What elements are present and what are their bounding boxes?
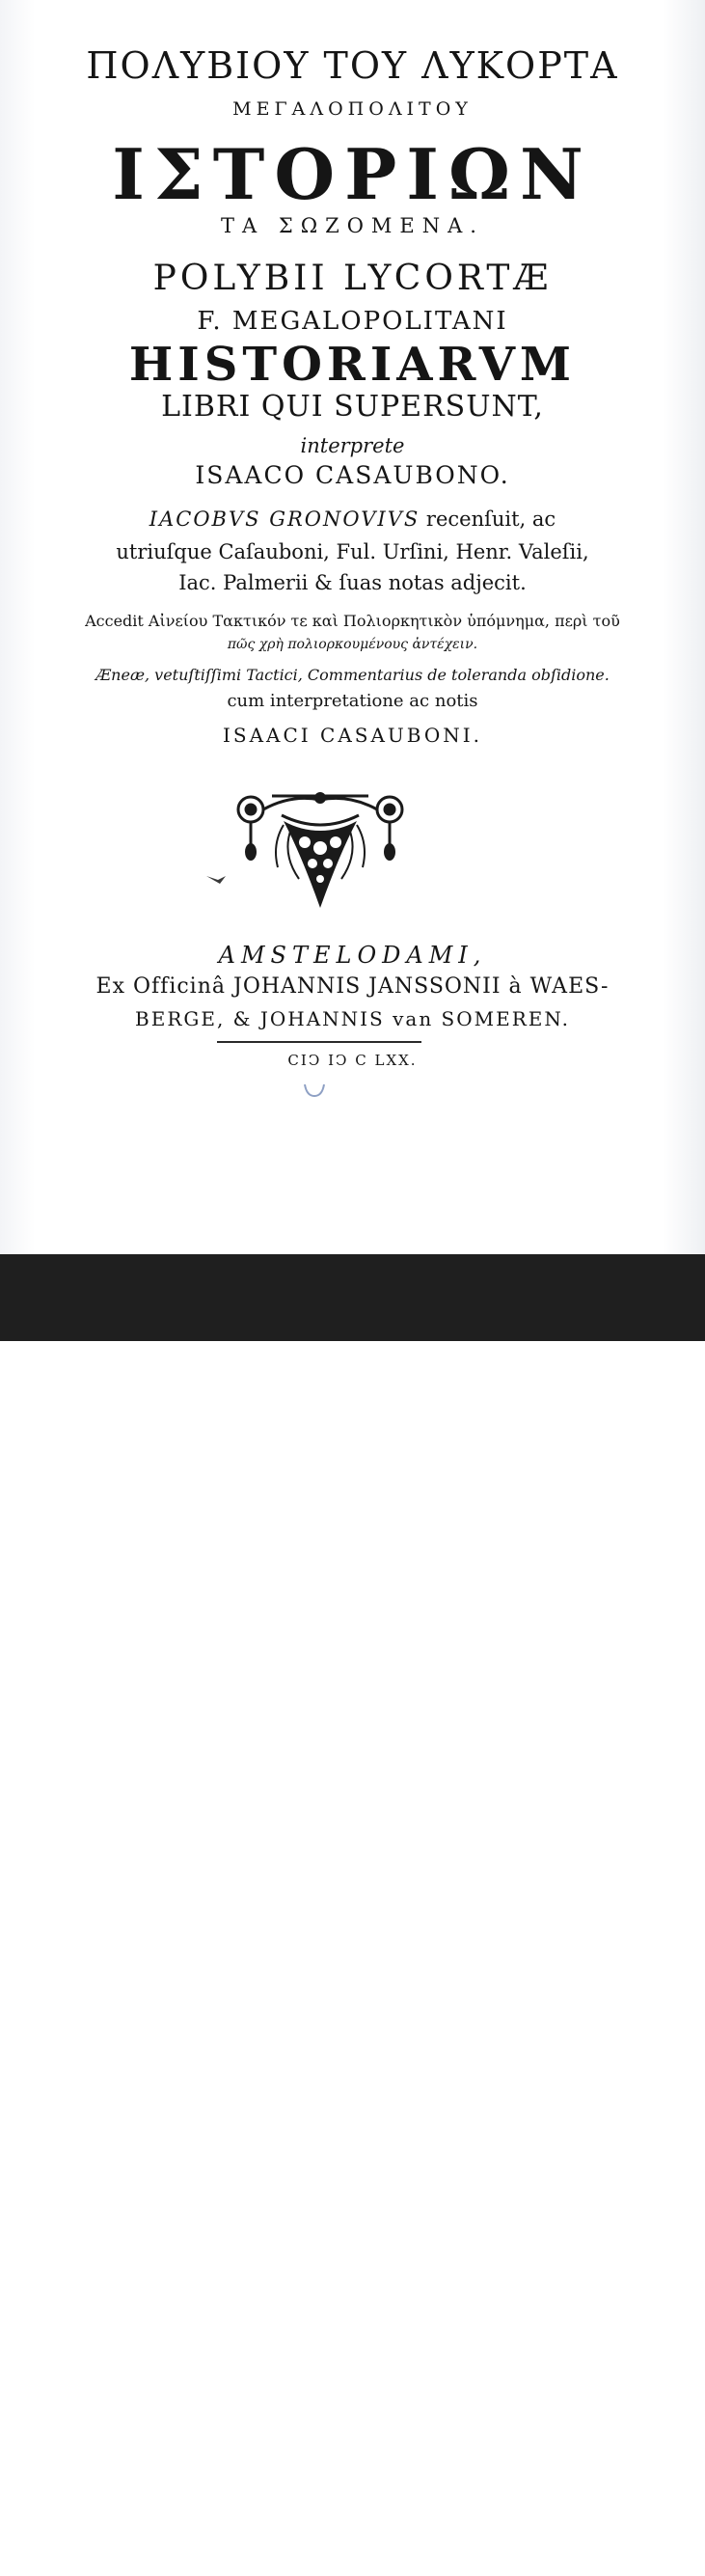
imprint-date: CIↃ IↃ C LXX. <box>287 1052 418 1069</box>
stock-site-url: www.alamy.com <box>574 2555 686 2571</box>
latin-subtitle: LIBRI QUI SUPERSUNT, <box>161 390 544 424</box>
accedit-line-1: Accedit Αἰνείου Τακτικόν τε καὶ Πολιορκητικὸν ὑπόμνημα, περὶ τοῦ <box>85 612 620 630</box>
editor-line-1 <box>0 507 705 531</box>
watermark-band <box>0 1254 705 2575</box>
greek-origin: ΜΕΓΑΛΟΠΟΛΙΤΟΥ <box>232 98 473 120</box>
imprint-city: AMSTELODAMI, <box>218 942 487 969</box>
greek-title: ΙΣΤΟΡΙΩΝ <box>112 133 593 215</box>
library-stamp-icon <box>301 1079 328 1100</box>
stock-image-id: MNTEY7 <box>627 2530 686 2546</box>
imprint-rule <box>217 1041 421 1043</box>
printers-ornament-icon <box>224 786 417 921</box>
latin-author: POLYBII LYCORTÆ <box>152 259 553 298</box>
translator-name: ISAACO CASAUBONO. <box>195 461 510 489</box>
alamy-logo: alamy <box>46 2525 168 2575</box>
latin-origin: F. MEGALOPOLITANI <box>197 307 508 336</box>
imprint-printer-line-2: BERGE, & JOHANNIS van SOMEREN. <box>135 1007 570 1030</box>
latin-title: HISTORIARVM <box>128 338 577 392</box>
editor-line-1-rest: recenſuit, ac <box>420 507 556 531</box>
editor-line-2: utriuſque Caſauboni, Ful. Urſini, Henr. Valeſii, <box>116 540 589 563</box>
aeneas-line: Æneæ, vetuſtiſſimi Tactici, Commentarius de toleranda obſidione. <box>95 666 610 684</box>
editor-line-3: Iac. Palmerii & ſuas notas adjecit. <box>178 571 527 594</box>
interpretation-line: cum interpretatione ac notis <box>227 691 478 711</box>
greek-subtitle: ΤΑ ΣΩΖΟΜΕΝΑ. <box>221 214 484 237</box>
casaubon-line: ISAACI CASAUBONI. <box>222 724 483 747</box>
imprint-printer-line-1: Ex Officinâ JOHANNIS JANSSONII à WAES- <box>95 974 610 999</box>
interprete-label: interprete <box>300 434 405 457</box>
accedit-line-2: πῶς χρὴ πολιορκουμένους ἀντέχειν. <box>227 637 478 652</box>
greek-author: ΠΟΛΥΒΙΟΥ ΤΟΥ ΛΥΚΟΡΤΑ <box>86 44 619 87</box>
editor-name: IACOBVS GRONOVIVS <box>149 507 420 531</box>
ink-blot-icon <box>204 872 230 888</box>
title-page <box>0 0 705 1254</box>
